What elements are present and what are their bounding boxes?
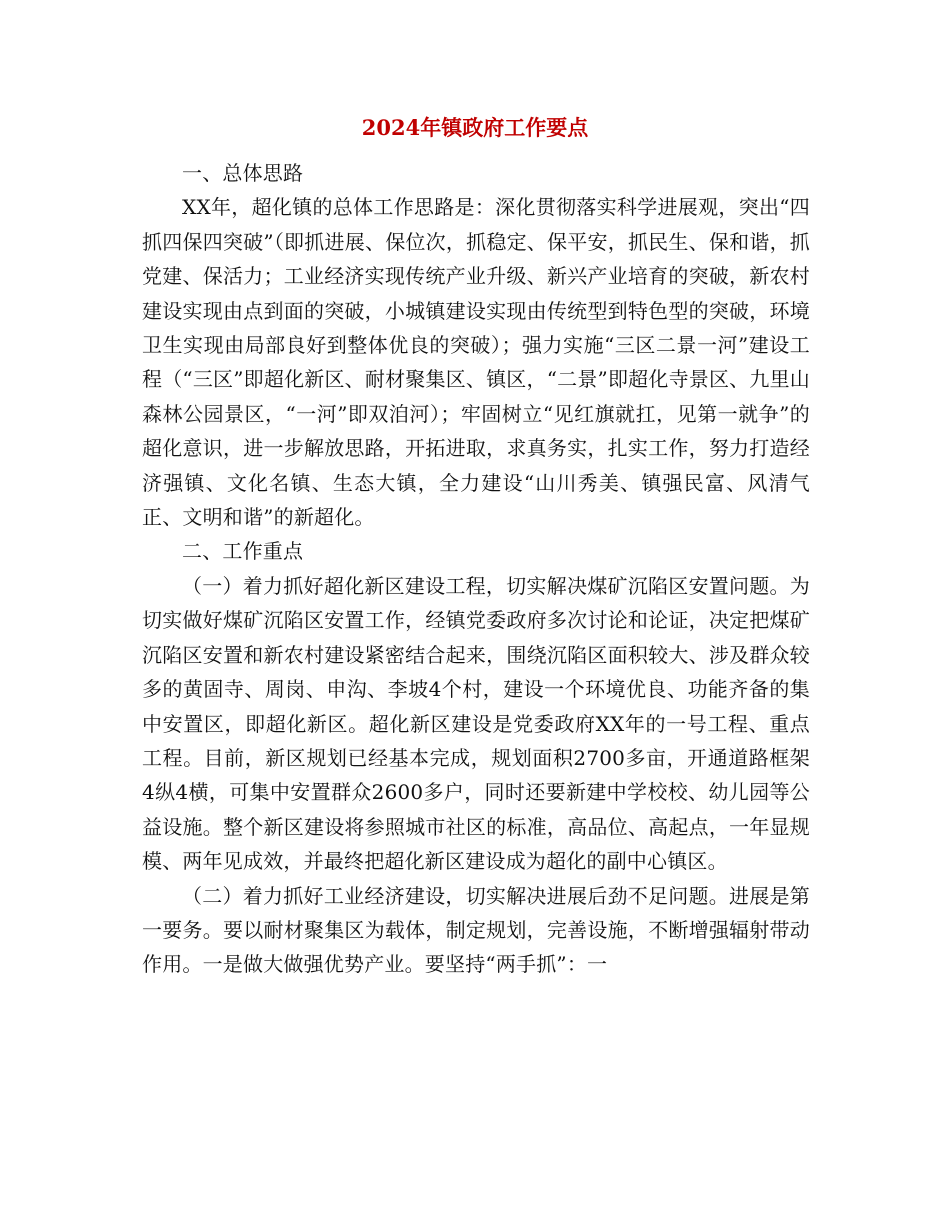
document-title: 2024年镇政府工作要点 [361, 115, 589, 140]
paragraph-industrial-economy: （二）着力抓好工业经济建设，切实解决进展后劲不足问题。进展是第一要务。要以耐材聚集区为载体，制定规划，完善设施，不断增强辐射带动作用。一是做大做强优势产业。要坚持“两手抓”：一 [142, 883, 810, 977]
paragraph-overall-approach: XX年，超化镇的总体工作思路是：深化贯彻落实科学进展观，突出“四抓四保四突破”（即抓进展、保位次，抓稳定、保平安，抓民生、保和谐，抓党建、保活力；工业经济实现传统产业升级、新兴产业培育的突破，新农村建设实现由点到面的突破，小城镇建设实现由传统型到特色型的突破，环境卫生实现由局部良好到整体优良的突破）；强力实施“三区二景一河”建设工程（“三区”即超化新区、耐材聚集区、镇区，“二景”即超化寺景区、九里山森林公园景区，“一河”即双洎河）；牢固树立“见红旗就扛，见第一就争”的超化意识，进一步解放思路，开拓进取，求真务实，扎实工作，努力打造经济强镇、文化名镇、生态大镇，全力建设“山川秀美、镇强民富、风清气正、文明和谐”的新超化。 [142, 195, 810, 530]
document-body [142, 156, 810, 982]
section-heading-key-work: 二、工作重点 [182, 539, 304, 564]
paragraph-new-district: （一）着力抓好超化新区建设工程，切实解决煤矿沉陷区安置问题。为切实做好煤矿沉陷区安置工作，经镇党委政府多次讨论和论证，决定把煤矿沉陷区安置和新农村建设紧密结合起来，围绕沉陷区面积较大、涉及群众较多的黄固寺、周岗、申沟、李坡4个村，建设一个环境优良、功能齐备的集中安置区，即超化新区。超化新区建设是党委政府XX年的一号工程、重点工程。目前，新区规划已经基本完成，规划面积2700多亩，开通道路框架4纵4横，可集中安置群众2600多户，同时还要新建中学校校、幼儿园等公益设施。整个新区建设将参照城市社区的标准，高品位、高起点，一年显规模、两年见成效，并最终把超化新区建设成为超化的副中心镇区。 [142, 573, 810, 874]
section-heading-overall: 一、总体思路 [182, 161, 304, 185]
